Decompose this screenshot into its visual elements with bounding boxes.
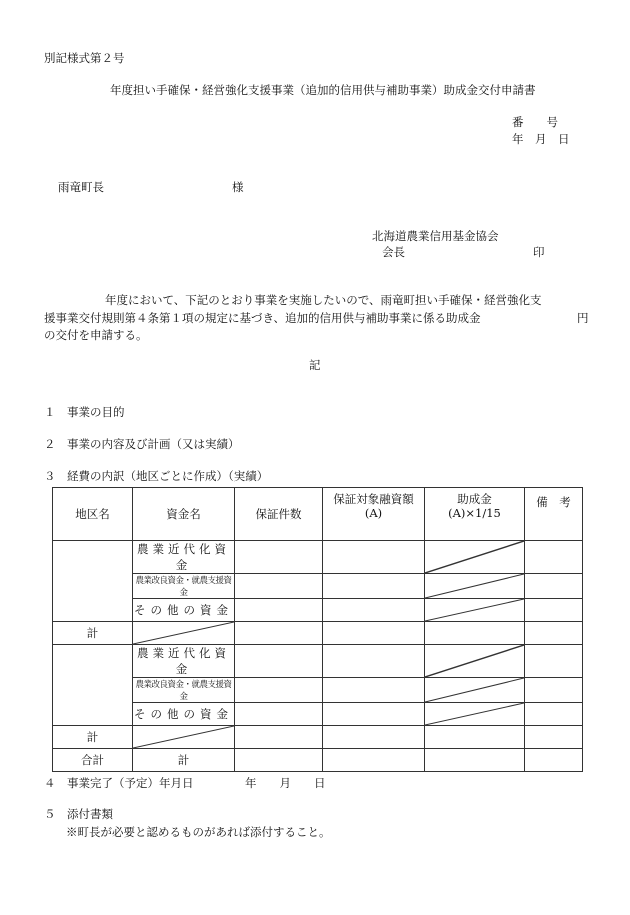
district-cell[interactable] [53,645,133,726]
subtotal-label: 計 [53,622,133,645]
attachment-note: ※町長が必要と認めるものがあれば添付すること。 [66,825,331,839]
eligible-amount-cell[interactable] [323,622,425,645]
date-label: 年 月 日 [512,132,570,146]
ki-heading: 記 [309,358,321,372]
body-line-3: の交付を申請する。 [44,328,148,342]
section-3-heading: ３ 経費の内訳（地区ごとに作成）（実績） [44,469,269,483]
header-fund-name: 資金名 [133,488,235,541]
table-row [53,645,583,678]
guarantee-count-cell[interactable] [235,622,323,645]
total-row [53,749,583,772]
fund-name-cell: その他の資金 [133,703,235,726]
seal-mark: 印 [533,245,545,259]
table-row [53,541,583,574]
fund-name-cell-slashed [133,622,235,645]
subtotal-row [53,726,583,749]
remarks-cell[interactable] [525,726,583,749]
remarks-cell[interactable] [525,749,583,772]
applicant-organization: 北海道農業信用基金協会 [372,229,499,243]
subsidy-cell-slashed [425,574,525,599]
body-yen: 円 [577,311,589,325]
subsidy-cell[interactable] [425,749,525,772]
section-2-heading: ２ 事業の内容及び計画（又は実績） [44,437,240,451]
total-label: 合計 [53,749,133,772]
subsidy-cell-slashed [425,541,525,574]
body-line-1: 年度において、下記のとおり事業を実施したいので、雨竜町担い手確保・経営強化支 [105,293,542,307]
fund-name-cell: 農業改良資金・就農支援資金 [133,678,235,703]
guarantee-count-cell[interactable] [235,726,323,749]
fund-name-cell: 農業改良資金・就農支援資金 [133,574,235,599]
fund-name-cell: その他の資金 [133,599,235,622]
section-4-heading: ４ 事業完了（予定）年月日 [44,776,194,790]
section-5-heading: ５ 添付書類 [44,807,113,821]
completion-date: 年 月 日 [245,776,326,790]
expense-table [52,487,583,772]
remarks-cell[interactable] [525,645,583,678]
section-1-heading: １ 事業の目的 [44,405,125,419]
subtotal-label: 計 [53,726,133,749]
document-number-label: 番 号 [512,115,558,129]
remarks-cell[interactable] [525,622,583,645]
guarantee-count-cell[interactable] [235,703,323,726]
eligible-amount-cell[interactable] [323,645,425,678]
fund-name-cell: 農業近代化資金 [133,645,235,678]
eligible-amount-cell[interactable] [323,678,425,703]
header-guarantee-count: 保証件数 [235,488,323,541]
guarantee-count-cell[interactable] [235,574,323,599]
body-line-2: 援事業交付規則第４条第１項の規定に基づき、追加的信用供与補助事業に係る助成金 [44,311,481,325]
remarks-cell[interactable] [525,541,583,574]
table-row [53,599,583,622]
header-district: 地区名 [53,488,133,541]
subsidy-cell-slashed [425,599,525,622]
remarks-cell[interactable] [525,574,583,599]
eligible-amount-cell[interactable] [323,541,425,574]
subsidy-cell[interactable] [425,622,525,645]
guarantee-count-cell[interactable] [235,541,323,574]
eligible-amount-cell[interactable] [323,749,425,772]
form-number: 別記様式第２号 [44,51,125,65]
district-cell[interactable] [53,541,133,622]
guarantee-count-cell[interactable] [235,599,323,622]
subsidy-cell-slashed [425,703,525,726]
subsidy-cell-slashed [425,678,525,703]
subsidy-cell-slashed [425,645,525,678]
guarantee-count-cell[interactable] [235,749,323,772]
subtotal-row [53,622,583,645]
fund-name-cell-slashed [133,726,235,749]
document-title: 年度担い手確保・経営強化支援事業（追加的信用供与補助事業）助成金交付申請書 [110,83,536,97]
guarantee-count-cell[interactable] [235,645,323,678]
header-subsidy: 助成金 (A)×1/15 [425,488,525,541]
header-remarks: 備 考 [525,488,583,541]
addressee: 雨竜町長 [58,180,104,194]
table-row [53,678,583,703]
remarks-cell[interactable] [525,678,583,703]
header-eligible-amount: 保証対象融資額 (A) [323,488,425,541]
fund-name-cell: 農業近代化資金 [133,541,235,574]
guarantee-count-cell[interactable] [235,678,323,703]
total-fund-label: 計 [133,749,235,772]
eligible-amount-cell[interactable] [323,703,425,726]
table-row [53,703,583,726]
eligible-amount-cell[interactable] [323,726,425,749]
remarks-cell[interactable] [525,599,583,622]
honorific: 様 [232,180,244,194]
table-row [53,574,583,599]
applicant-title: 会長 [382,245,405,259]
subsidy-cell[interactable] [425,726,525,749]
eligible-amount-cell[interactable] [323,574,425,599]
eligible-amount-cell[interactable] [323,599,425,622]
table-header-row [53,488,583,541]
remarks-cell[interactable] [525,703,583,726]
